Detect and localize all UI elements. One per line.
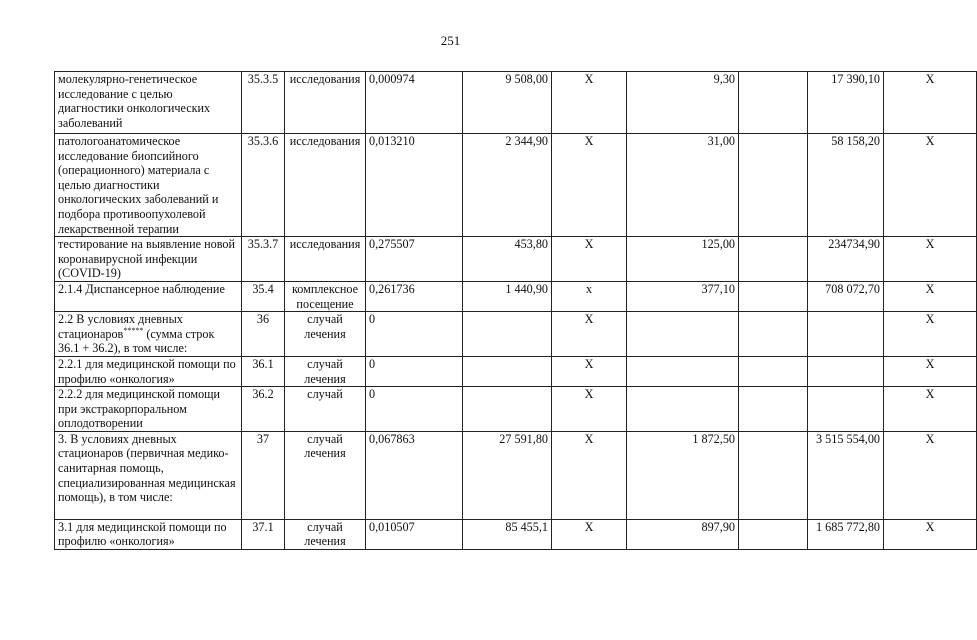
- row-name: патологоанатомическое исследование биопсийного (операционного) материала с целью диагностики онкологических заболеваний и подбора противоопухолевой лекарственной терапии: [55, 134, 242, 237]
- row-volume: 0: [366, 387, 463, 432]
- row-code: 36: [242, 312, 285, 357]
- row-name: [55, 312, 242, 357]
- table-row: [55, 72, 977, 134]
- table-row: [55, 312, 977, 357]
- table-row: [55, 134, 977, 237]
- row-cost: [463, 387, 552, 432]
- row-per-capita: 377,10: [627, 281, 739, 311]
- row-empty-cell: [739, 237, 808, 282]
- row-empty-cell: [739, 72, 808, 134]
- row-total: 58 158,20: [808, 134, 884, 237]
- row-per-capita: 897,90: [627, 519, 739, 549]
- row-x-marker: Х: [884, 387, 977, 432]
- row-x-marker: Х: [884, 134, 977, 237]
- row-volume: 0,067863: [366, 431, 463, 519]
- row-name: тестирование на выявление новой коронавирусной инфекции (COVID-19): [55, 237, 242, 282]
- row-unit: случай лечения: [285, 356, 366, 386]
- row-name: 2.1.4 Диспансерное наблюдение: [55, 281, 242, 311]
- table-row: [55, 356, 977, 386]
- row-unit: исследования: [285, 134, 366, 237]
- row-empty-cell: [739, 356, 808, 386]
- row-total: 708 072,70: [808, 281, 884, 311]
- row-x-marker: Х: [884, 519, 977, 549]
- table-row: [55, 237, 977, 282]
- row-x-marker: х: [552, 281, 627, 311]
- row-code: 36.1: [242, 356, 285, 386]
- row-code: 35.3.7: [242, 237, 285, 282]
- row-empty-cell: [739, 387, 808, 432]
- row-per-capita: 1 872,50: [627, 431, 739, 519]
- row-code: 35.3.6: [242, 134, 285, 237]
- row-volume: 0: [366, 312, 463, 357]
- table-row: [55, 519, 977, 549]
- row-code: 35.4: [242, 281, 285, 311]
- row-x-marker: Х: [884, 356, 977, 386]
- row-unit: исследования: [285, 72, 366, 134]
- row-unit: исследования: [285, 237, 366, 282]
- row-x-marker: Х: [552, 387, 627, 432]
- medical-care-table: [54, 71, 977, 550]
- row-x-marker: Х: [884, 237, 977, 282]
- row-unit: случай лечения: [285, 312, 366, 357]
- row-total: 3 515 554,00: [808, 431, 884, 519]
- row-unit: случай лечения: [285, 519, 366, 549]
- row-unit: случай: [285, 387, 366, 432]
- row-cost: 85 455,1: [463, 519, 552, 549]
- row-cost: [463, 312, 552, 357]
- row-code: 37.1: [242, 519, 285, 549]
- row-volume: 0,275507: [366, 237, 463, 282]
- row-cost: 9 508,00: [463, 72, 552, 134]
- row-code: 35.3.5: [242, 72, 285, 134]
- row-volume: 0,000974: [366, 72, 463, 134]
- row-name: 3. В условиях дневных стационаров (первичная медико-санитарная помощь, специализированная медицинская помощь), в том числе:: [55, 431, 242, 519]
- row-x-marker: Х: [552, 312, 627, 357]
- row-total: [808, 387, 884, 432]
- row-x-marker: Х: [552, 134, 627, 237]
- row-total: 1 685 772,80: [808, 519, 884, 549]
- row-per-capita: 125,00: [627, 237, 739, 282]
- row-per-capita: [627, 356, 739, 386]
- row-per-capita: 9,30: [627, 72, 739, 134]
- row-cost: 27 591,80: [463, 431, 552, 519]
- row-empty-cell: [739, 281, 808, 311]
- row-x-marker: Х: [552, 72, 627, 134]
- row-x-marker: Х: [552, 431, 627, 519]
- row-empty-cell: [739, 431, 808, 519]
- row-volume: 0,261736: [366, 281, 463, 311]
- table-row: [55, 431, 977, 519]
- row-x-marker: Х: [552, 356, 627, 386]
- row-x-marker: Х: [884, 431, 977, 519]
- row-total: [808, 356, 884, 386]
- row-empty-cell: [739, 312, 808, 357]
- row-name: 3.1 для медицинской помощи по профилю «онкология»: [55, 519, 242, 549]
- row-per-capita: [627, 312, 739, 357]
- row-volume: 0: [366, 356, 463, 386]
- row-total: 234734,90: [808, 237, 884, 282]
- row-cost: 2 344,90: [463, 134, 552, 237]
- row-per-capita: [627, 387, 739, 432]
- row-cost: 1 440,90: [463, 281, 552, 311]
- row-empty-cell: [739, 134, 808, 237]
- row-code: 37: [242, 431, 285, 519]
- row-x-marker: Х: [552, 237, 627, 282]
- row-name-tail: (сумма строк 36.1 + 36.2), в том числе:: [58, 326, 218, 356]
- row-name: 2.2.2 для медицинской помощи при экстракорпоральном оплодотворении: [55, 387, 242, 432]
- footnote-marker: *****: [123, 325, 144, 335]
- row-empty-cell: [739, 519, 808, 549]
- row-x-marker: Х: [884, 312, 977, 357]
- row-x-marker: Х: [884, 281, 977, 311]
- page-number: 251: [440, 33, 461, 48]
- row-name: молекулярно-генетическое исследование с целью диагностики онкологических заболеваний: [55, 72, 242, 134]
- table-row: [55, 281, 977, 311]
- row-unit: комплексное посещение: [285, 281, 366, 311]
- row-code: 36.2: [242, 387, 285, 432]
- row-x-marker: Х: [552, 519, 627, 549]
- row-cost: 453,80: [463, 237, 552, 282]
- row-unit: случай лечения: [285, 431, 366, 519]
- row-name-text: 2.2 В условиях дневных стационаров: [58, 312, 183, 341]
- row-name: 2.2.1 для медицинской помощи по профилю «онкология»: [55, 356, 242, 386]
- row-volume: 0,013210: [366, 134, 463, 237]
- row-x-marker: Х: [884, 72, 977, 134]
- row-cost: [463, 356, 552, 386]
- row-total: 17 390,10: [808, 72, 884, 134]
- table-row: [55, 387, 977, 432]
- row-volume: 0,010507: [366, 519, 463, 549]
- row-total: [808, 312, 884, 357]
- row-per-capita: 31,00: [627, 134, 739, 237]
